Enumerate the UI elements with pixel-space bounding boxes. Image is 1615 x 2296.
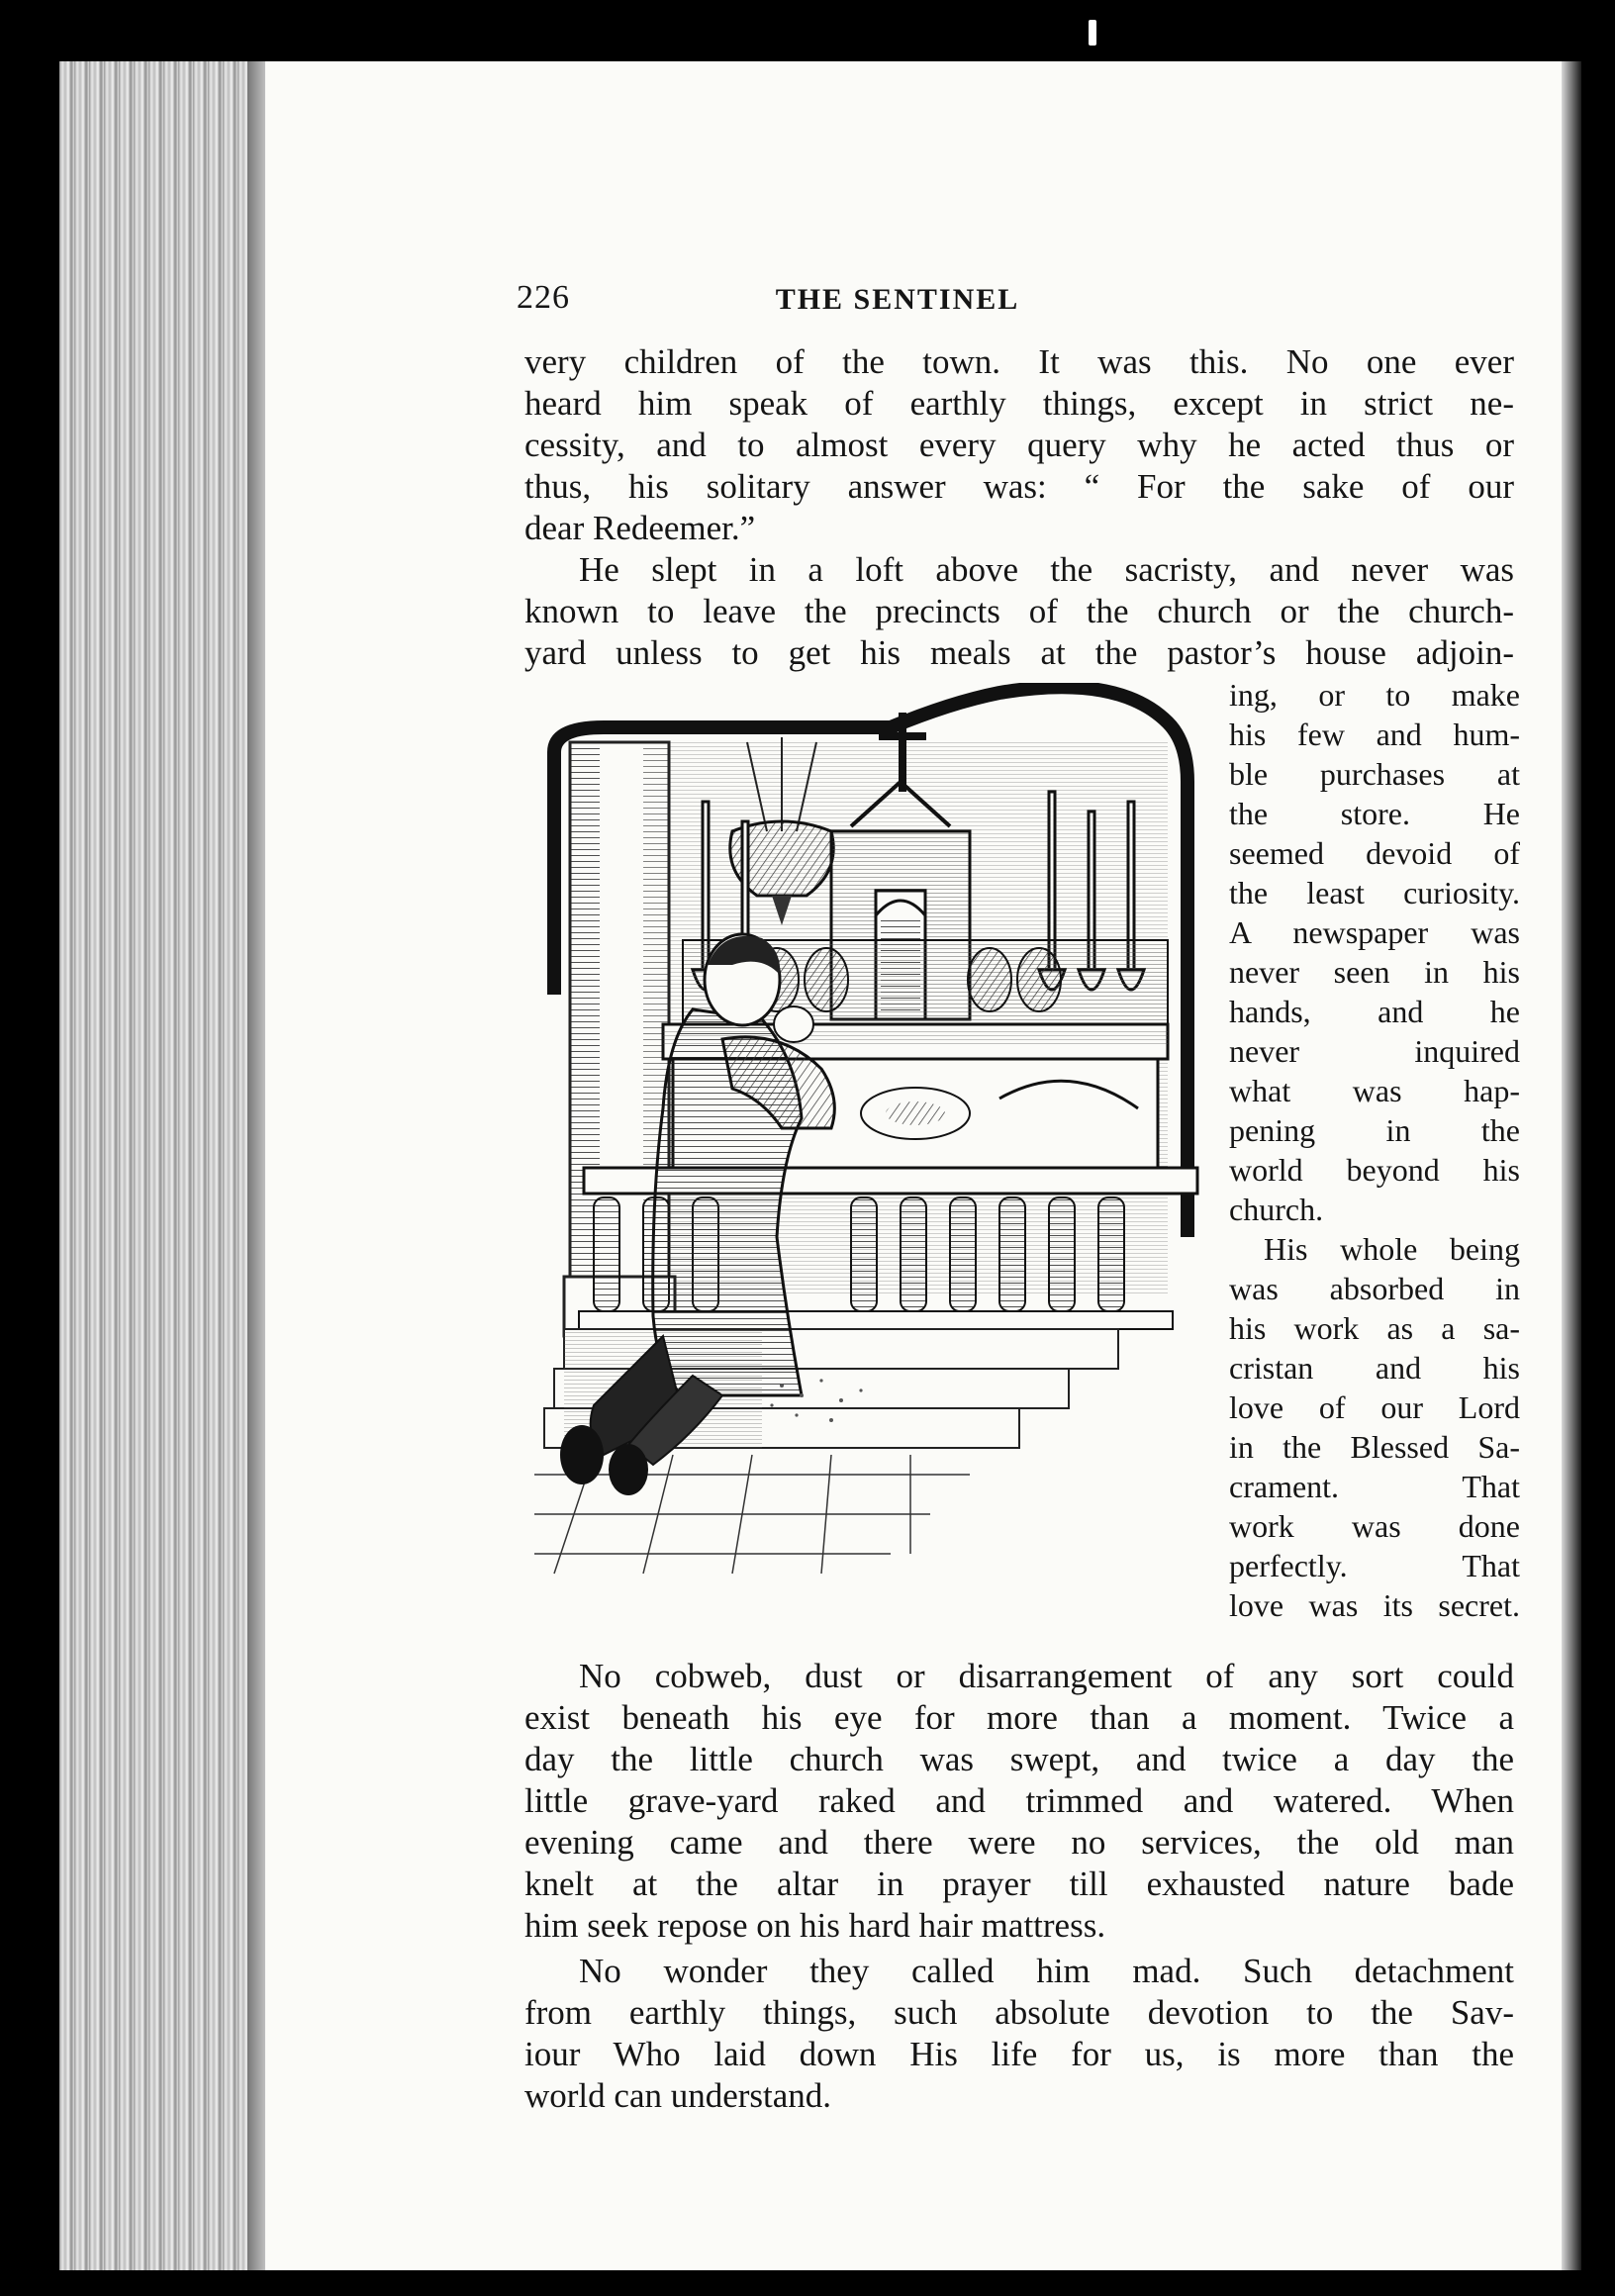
text-line: dear Redeemer.” xyxy=(524,509,756,547)
altar-cross xyxy=(899,713,906,792)
book-page-edges xyxy=(59,61,265,2270)
text-line: the least curiosity. xyxy=(1229,875,1520,910)
text-line: church. xyxy=(1229,1192,1324,1227)
text-line: the store. He xyxy=(1229,796,1520,831)
text-line: hands, and he xyxy=(1229,994,1520,1029)
text-line: His whole being xyxy=(1264,1231,1520,1267)
text-line: knelt at the altar in prayer till exhausted nature bade xyxy=(524,1865,1514,1903)
text-line: evening came and there were no services, the old man xyxy=(524,1823,1514,1862)
text-line: pening in the xyxy=(1229,1112,1520,1148)
text-line: world beyond his xyxy=(1229,1152,1520,1188)
text-line: work was done xyxy=(1229,1508,1520,1544)
text-line: cristan and his xyxy=(1229,1350,1520,1386)
text-line: in the Blessed Sa- xyxy=(1229,1429,1520,1465)
page-header xyxy=(517,279,1160,325)
text-line: his few and hum- xyxy=(1229,717,1520,752)
text-line: day the little church was swept, and twice a day the xyxy=(524,1740,1514,1778)
text-line: him seek repose on his hard hair mattress. xyxy=(524,1906,1106,1945)
page-number: 226 xyxy=(517,279,570,316)
text-line: very children of the town. It was this. No one ever xyxy=(524,342,1514,381)
text-line: his work as a sa- xyxy=(1229,1310,1520,1346)
text-line: love of our Lord xyxy=(1229,1389,1520,1425)
text-line: yard unless to get his meals at the pastor’s house adjoin- xyxy=(524,633,1514,672)
text-line: ble purchases at xyxy=(1229,756,1520,792)
text-line: seemed devoid of xyxy=(1229,835,1520,871)
text-line: perfectly. That xyxy=(1229,1548,1520,1583)
text-line: known to leave the precincts of the church or the church- xyxy=(524,592,1514,630)
right-page-gutter xyxy=(1562,61,1581,2270)
text-line: from earthly things, such absolute devotion to the Sav- xyxy=(524,1993,1514,2032)
text-line: love was its secret. xyxy=(1229,1587,1520,1623)
text-line: never inquired xyxy=(1229,1033,1520,1069)
text-line: cessity, and to almost every query why he acted thus or xyxy=(524,426,1514,464)
text-line: No wonder they called him mad. Such detachment xyxy=(579,1952,1514,1990)
text-line: never seen in his xyxy=(1229,954,1520,990)
scan-speck xyxy=(990,2247,1003,2260)
text-line: heard him speak of earthly things, except in strict ne- xyxy=(524,384,1514,423)
text-line: crament. That xyxy=(1229,1469,1520,1504)
running-title: THE SENTINEL xyxy=(775,283,1020,316)
text-line: what was hap- xyxy=(1229,1073,1520,1108)
kneeling-sacristan-illustration xyxy=(534,683,1207,1633)
text-line: No cobweb, dust or disarrangement of any sort could xyxy=(579,1657,1514,1695)
text-line: iour Who laid down His life for us, is more than the xyxy=(524,2035,1514,2073)
text-line: was absorbed in xyxy=(1229,1271,1520,1306)
tiled-floor xyxy=(534,1455,970,1574)
text-line: He slept in a loft above the sacristy, and never was xyxy=(579,550,1514,589)
text-line: thus, his solitary answer was: “ For the sake of our xyxy=(524,467,1514,506)
text-line: exist beneath his eye for more than a moment. Twice a xyxy=(524,1698,1514,1737)
text-line: ing, or to make xyxy=(1229,677,1520,713)
scan-speck xyxy=(1089,20,1096,46)
text-line: little grave-yard raked and trimmed and watered. When xyxy=(524,1781,1514,1820)
text-line: A newspaper was xyxy=(1229,914,1520,950)
text-line: world can understand. xyxy=(524,2076,832,2115)
